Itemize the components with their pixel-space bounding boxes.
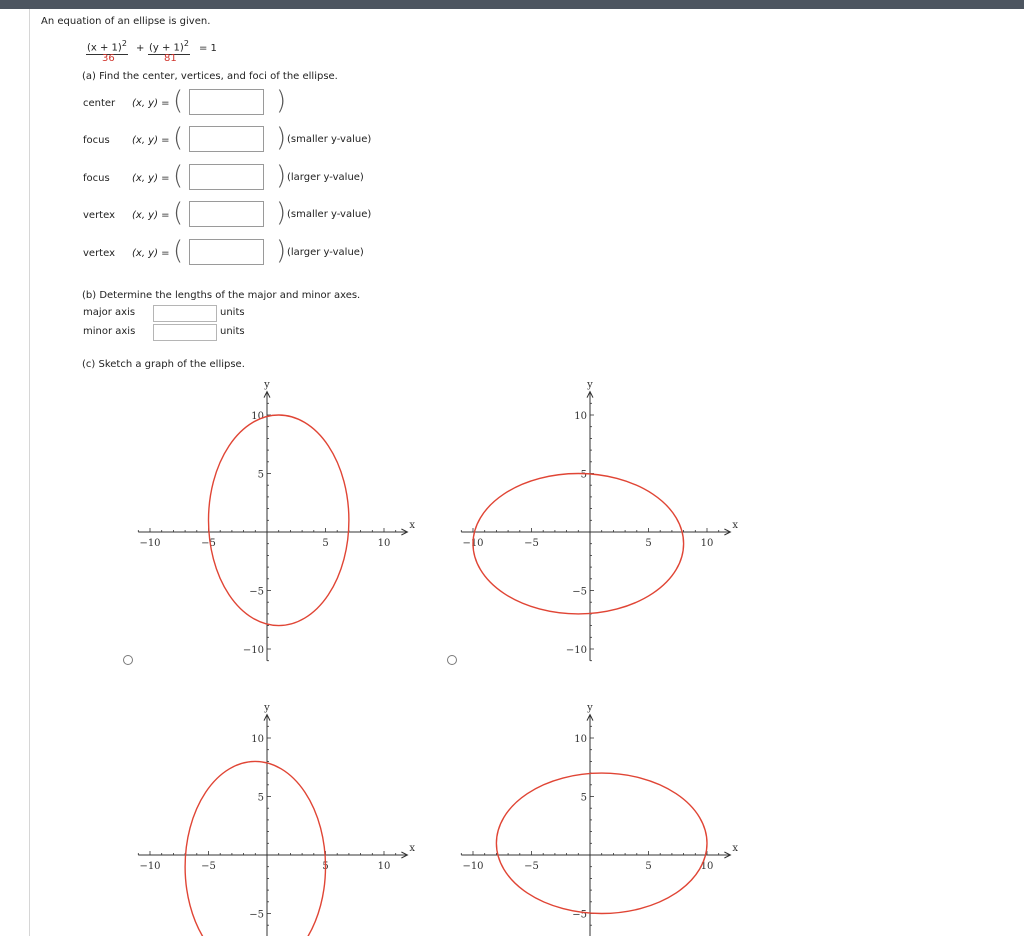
vertex-larger-input[interactable] xyxy=(189,239,264,265)
focus-smaller-close-paren: ) xyxy=(276,123,287,153)
graph-option-2-radio[interactable] xyxy=(447,655,457,665)
focus-larger-input[interactable] xyxy=(189,164,264,190)
eq-term1-numerator: $(x + 1)^2$ xyxy=(87,39,127,54)
y-axis-label: y xyxy=(264,702,270,714)
ellipse-curve xyxy=(496,773,707,913)
y-tick-label: 5 xyxy=(580,469,587,481)
x-axis-label: x xyxy=(409,843,416,854)
y-tick-label: −10 xyxy=(242,645,264,656)
vertex-smaller-close-paren: ) xyxy=(276,198,287,228)
center-label: center xyxy=(83,98,116,109)
part-b-prompt: (b) Determine the lengths of the major and minor axes. xyxy=(82,290,361,301)
y-axis-label: y xyxy=(587,379,593,391)
x-tick-label: 5 xyxy=(322,861,329,872)
center-close-paren: ) xyxy=(276,86,287,116)
vertex-larger-hint: (larger y-value) xyxy=(287,247,364,258)
vertex-smaller-hint: (smaller y-value) xyxy=(287,209,372,220)
focus-larger-label: focus xyxy=(83,173,110,184)
graph-option-4 xyxy=(452,699,742,936)
center-coord-label: (x, y) = xyxy=(132,98,170,109)
vertex-larger-close-paren: ) xyxy=(276,236,287,266)
x-axis-label: x xyxy=(409,520,416,531)
x-tick-label: −10 xyxy=(462,861,484,872)
left-divider xyxy=(29,9,30,936)
minor-axis-units: units xyxy=(220,326,245,337)
x-tick-label: 5 xyxy=(322,538,329,549)
y-tick-label: −10 xyxy=(565,645,587,656)
vertex-smaller-open-paren: ( xyxy=(173,198,184,228)
vertex-smaller-label: vertex xyxy=(83,210,115,221)
part-c-prompt: (c) Sketch a graph of the ellipse. xyxy=(82,359,245,370)
y-tick-label: 10 xyxy=(574,734,587,745)
eq-rhs: = 1 xyxy=(199,43,217,54)
minor-axis-label: minor axis xyxy=(83,326,136,337)
x-tick-label: 5 xyxy=(645,861,652,872)
focus-smaller-open-paren: ( xyxy=(173,123,184,153)
x-tick-label: −10 xyxy=(139,538,161,549)
center-input[interactable] xyxy=(189,89,264,115)
vertex-larger-coord-label: (x, y) = xyxy=(132,248,170,259)
focus-larger-coord-label: (x, y) = xyxy=(132,173,170,184)
x-tick-label: −10 xyxy=(462,538,484,549)
focus-smaller-label: focus xyxy=(83,135,110,146)
vertex-larger-open-paren: ( xyxy=(173,236,184,266)
y-tick-label: 10 xyxy=(251,411,264,422)
vertex-smaller-input[interactable] xyxy=(189,201,264,227)
x-tick-label: −10 xyxy=(139,861,161,872)
y-tick-label: 5 xyxy=(257,792,264,804)
intro-text: An equation of an ellipse is given. xyxy=(41,16,211,27)
x-tick-label: 10 xyxy=(377,538,391,549)
y-tick-label: 5 xyxy=(580,792,587,804)
major-axis-label: major axis xyxy=(83,307,136,318)
y-tick-label: −5 xyxy=(572,909,587,921)
graph-option-1-radio[interactable] xyxy=(123,655,133,665)
focus-larger-hint: (larger y-value) xyxy=(287,172,364,183)
top-bar xyxy=(0,0,1024,9)
x-tick-label: 5 xyxy=(645,538,652,549)
x-axis-label: x xyxy=(732,520,739,531)
center-open-paren: ( xyxy=(173,86,184,116)
graph-option-2 xyxy=(452,376,742,666)
focus-smaller-coord-label: (x, y) = xyxy=(132,135,170,146)
y-tick-label: 10 xyxy=(251,734,264,745)
y-tick-label: −5 xyxy=(572,586,587,598)
x-tick-label: 10 xyxy=(700,861,714,872)
y-axis-label: y xyxy=(264,379,270,391)
focus-smaller-hint: (smaller y-value) xyxy=(287,134,372,145)
eq-term2-denominator: 81 xyxy=(164,53,177,64)
eq-term2-numerator: $(y + 1)^2$ xyxy=(149,39,189,54)
vertex-larger-label: vertex xyxy=(83,248,115,259)
y-tick-label: −5 xyxy=(249,586,264,598)
graph-option-3 xyxy=(129,699,419,936)
eq-plus: + xyxy=(136,43,145,54)
major-axis-input[interactable] xyxy=(153,305,217,322)
minor-axis-input[interactable] xyxy=(153,324,217,341)
ellipse-curve xyxy=(209,415,349,626)
focus-smaller-input[interactable] xyxy=(189,126,264,152)
x-axis-label: x xyxy=(732,843,739,854)
x-tick-label: 10 xyxy=(377,861,391,872)
major-axis-units: units xyxy=(220,307,245,318)
y-tick-label: −5 xyxy=(249,909,264,921)
x-tick-label: −5 xyxy=(524,538,539,549)
x-tick-label: 10 xyxy=(700,538,714,549)
y-axis-label: y xyxy=(587,702,593,714)
graph-option-1 xyxy=(129,376,419,666)
x-tick-label: −5 xyxy=(201,861,216,872)
x-tick-label: −5 xyxy=(201,538,216,549)
focus-larger-close-paren: ) xyxy=(276,161,287,191)
y-tick-label: 10 xyxy=(574,411,587,422)
focus-larger-open-paren: ( xyxy=(173,161,184,191)
eq-term1-denominator: 36 xyxy=(102,53,115,64)
part-a-prompt: (a) Find the center, vertices, and foci of the ellipse. xyxy=(82,71,338,82)
vertex-smaller-coord-label: (x, y) = xyxy=(132,210,170,221)
y-tick-label: 5 xyxy=(257,469,264,481)
x-tick-label: −5 xyxy=(524,861,539,872)
